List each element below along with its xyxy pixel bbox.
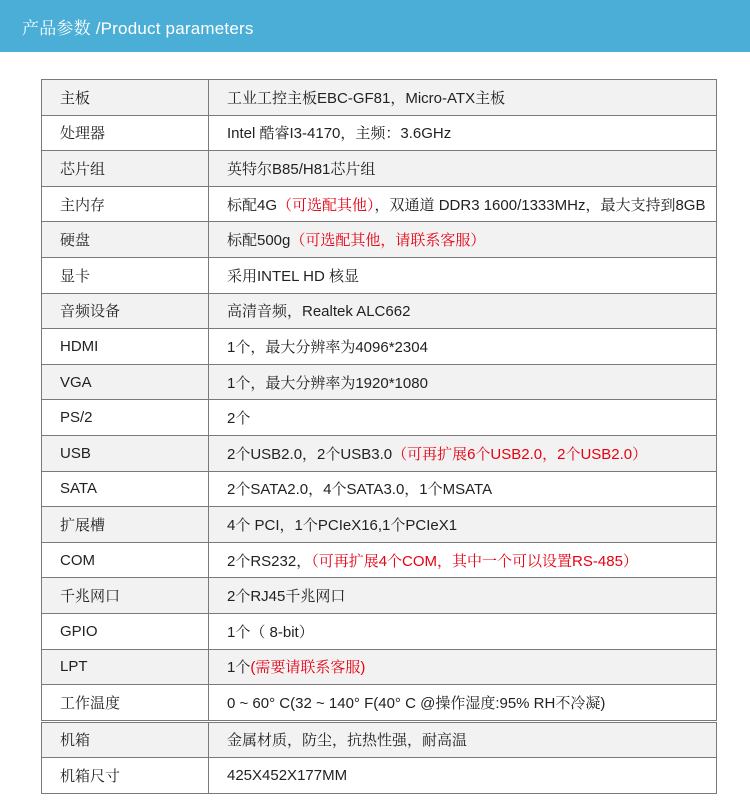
row-label: 硬盘 [42,222,209,258]
table-row [42,329,717,365]
table-row [42,293,717,329]
row-label: 音频设备 [42,293,209,329]
table-row [42,578,717,614]
row-label: 主内存 [42,186,209,222]
table-row [42,364,717,400]
row-label: 机箱尺寸 [42,758,209,794]
row-value: 英特尔B85/H81芯片组 [209,151,717,187]
row-value: 1个，最大分辨率为4096*2304 [209,329,717,365]
row-label: SATA [42,471,209,507]
row-value: 4个 PCI，1个PCIeX16,1个PCIeX1 [209,507,717,543]
section-title: 产品参数 /Product parameters [22,19,254,38]
row-value: 标配4G（可选配其他），双通道 DDR3 1600/1333MHz，最大支持到8GB [209,186,717,222]
table-row [42,151,717,187]
row-label: GPIO [42,613,209,649]
row-value: 1个，最大分辨率为1920*1080 [209,364,717,400]
table-row [42,222,717,258]
table-row [42,721,717,758]
row-value: 2个RS232，（可再扩展4个COM，其中一个可以设置RS-485） [209,542,717,578]
table-row [42,613,717,649]
table-row [42,758,717,794]
row-value: 2个USB2.0，2个USB3.0（可再扩展6个USB2.0，2个USB2.0） [209,435,717,471]
row-label: 处理器 [42,115,209,151]
row-value: Intel 酷睿I3-4170，主频：3.6GHz [209,115,717,151]
table-row [42,400,717,436]
table-row [42,257,717,293]
table-row [42,507,717,543]
row-label: COM [42,542,209,578]
row-value: 工业工控主板EBC-GF81，Micro-ATX主板 [209,80,717,116]
row-value: 1个（ 8-bit） [209,613,717,649]
row-value: 425X452X177MM [209,758,717,794]
table-row [42,685,717,722]
table-row [42,186,717,222]
row-label: PS/2 [42,400,209,436]
row-label: USB [42,435,209,471]
row-value: 2个 [209,400,717,436]
row-value: 金属材质，防尘，抗热性强，耐高温 [209,721,717,758]
row-label: 扩展槽 [42,507,209,543]
row-label: 主板 [42,80,209,116]
row-value: 2个SATA2.0，4个SATA3.0，1个MSATA [209,471,717,507]
row-label: 显卡 [42,257,209,293]
row-label: 机箱 [42,721,209,758]
row-label: VGA [42,364,209,400]
row-value: 0 ~ 60° C(32 ~ 140° F(40° C @操作湿度:95% RH不冷凝) [209,685,717,722]
row-label: 工作温度 [42,685,209,722]
table-row [42,542,717,578]
row-value: 2个RJ45千兆网口 [209,578,717,614]
row-label: HDMI [42,329,209,365]
row-label: 芯片组 [42,151,209,187]
table-row [42,80,717,116]
row-value: 高清音频，Realtek ALC662 [209,293,717,329]
row-value: 1个(需要请联系客服) [209,649,717,685]
section-header [0,0,750,52]
row-label: 千兆网口 [42,578,209,614]
row-label: LPT [42,649,209,685]
table-row [42,471,717,507]
table-row [42,115,717,151]
row-value: 标配500g（可选配其他，请联系客服） [209,222,717,258]
table-row [42,435,717,471]
row-value: 采用INTEL HD 核显 [209,257,717,293]
table-row [42,649,717,685]
spec-table [41,79,717,794]
